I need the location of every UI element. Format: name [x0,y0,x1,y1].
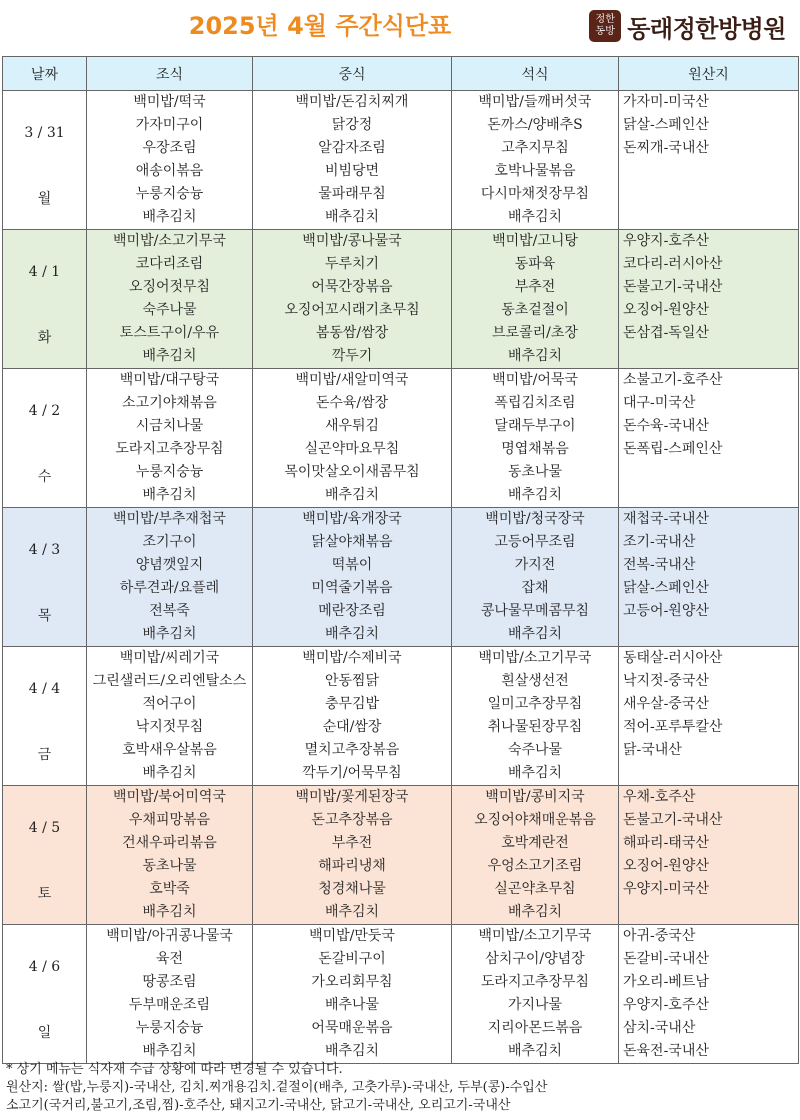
day-row [3,230,799,369]
day-weekday: 토 [37,886,52,902]
menu-item: 백미밥/어묵국 [492,372,578,388]
menu-item: 전복죽 [149,603,190,619]
menu-item: 배추김치 [324,209,380,225]
menu-item: 삼치구이/양념장 [485,951,585,967]
breakfast-list [87,508,252,646]
menu-item: 시금치나물 [135,418,204,434]
origin-item: 조기-국내산 [623,534,696,550]
menu-item: 배추김치 [324,904,380,920]
breakfast-cell [87,925,253,1064]
day-date: 4 / 4 [28,681,61,697]
menu-item: 닭강정 [331,117,373,133]
origin-item: 삼치-국내산 [623,1020,696,1036]
breakfast-cell [87,508,253,647]
lunch-cell [253,369,452,508]
day-cell [3,925,87,1064]
origin-item: 오징어-원양산 [623,302,709,318]
menu-item: 그린샐러드/오리엔탈소스 [92,673,247,689]
lunch-list [253,369,451,507]
menu-item: 부추전 [514,279,556,295]
menu-item: 깍두기 [331,348,373,364]
origin-item: 대구-미국산 [623,395,696,411]
menu-item: 배추김치 [142,904,197,920]
menu-item: 배추김치 [507,765,563,781]
menu-item: 가자미구이 [135,117,204,133]
menu-item: 하루견과/요플레 [119,580,220,596]
breakfast-list [87,369,252,507]
origin-item: 우양지-호주산 [623,997,709,1013]
day-weekday: 화 [37,330,52,346]
menu-item: 백미밥/콩나물국 [302,233,402,249]
origin-item: 돈불고기-국내산 [623,279,723,295]
menu-item: 충무김밥 [324,696,380,712]
origin-item: 낙지젓-중국산 [623,673,709,689]
day-cell [3,508,87,647]
menu-item: 낙지젓무침 [135,719,204,735]
menu-item: 달래두부구이 [494,418,576,434]
menu-item: 우엉소고기조림 [487,858,583,874]
menu-item: 적어구이 [142,696,197,712]
menu-item: 백미밥/소고기무국 [478,650,592,666]
lunch-list [253,925,451,1063]
menu-item: 해파리냉채 [318,858,386,874]
lunch-cell [253,91,452,230]
dinner-cell [452,925,619,1064]
menu-item: 메란장조림 [318,603,386,619]
menu-item: 배추김치 [142,487,197,503]
menu-item: 백미밥/육개장국 [302,511,402,527]
day-cell [3,369,87,508]
menu-item: 백미밥/소고기무국 [478,928,592,944]
origin-list [619,647,798,762]
day-date: 4 / 3 [28,542,61,558]
origin-item: 새우살-중국산 [623,696,709,712]
menu-item: 우채피망볶음 [128,812,211,828]
menu-item: 백미밥/만둣국 [309,928,395,944]
menu-item: 백미밥/고니탕 [492,233,578,249]
menu-item: 배추김치 [324,1043,380,1059]
menu-item: 부추전 [331,835,373,851]
menu-item: 실곤약마요무침 [304,441,400,457]
menu-item: 동초겉절이 [501,302,569,318]
menu-item: 가오리회무침 [311,974,393,990]
menu-item: 백미밥/콩비지국 [485,789,585,805]
menu-item: 호박죽 [149,881,190,897]
breakfast-cell [87,647,253,786]
origin-list [619,91,798,160]
origin-item: 동태살-러시아산 [623,650,723,666]
menu-item: 브로콜리/초장 [492,325,578,341]
menu-item: 백미밥/수제비국 [302,650,402,666]
lunch-cell [253,786,452,925]
menu-item: 취나물된장무침 [487,719,583,735]
day-cell [3,786,87,925]
menu-item: 두부매운조림 [128,997,211,1013]
menu-item: 배추김치 [507,1043,563,1059]
menu-item: 우장조림 [142,140,197,156]
dinner-list [452,369,618,507]
menu-item: 새우튀김 [324,418,380,434]
day-date: 3 / 31 [24,125,65,141]
dinner-list [452,508,618,646]
menu-item: 숙주나물 [142,302,197,318]
menu-item: 돈고추장볶음 [311,812,393,828]
lunch-list [253,230,451,368]
dinner-list [452,91,618,229]
menu-item: 호박나물볶음 [494,163,576,179]
lunch-cell [253,647,452,786]
day-weekday: 일 [37,1025,52,1041]
menu-item: 백미밥/떡국 [133,94,206,110]
menu-item: 백미밥/부추재첩국 [113,511,226,527]
lunch-list [253,786,451,924]
lunch-cell [253,230,452,369]
menu-item: 육전 [155,951,184,967]
hospital-name: 동래정한방병원 [627,14,786,43]
dinner-cell [452,786,619,925]
menu-item: 일미고추장무침 [487,696,583,712]
day-row [3,369,799,508]
menu-item: 잡채 [521,580,549,596]
breakfast-cell [87,369,253,508]
header-origin: 원산지 [619,57,799,91]
menu-item: 백미밥/아귀콩나물국 [106,928,233,944]
menu-item: 백미밥/북어미역국 [113,789,226,805]
menu-item: 닭살야채볶음 [311,534,393,550]
day-date: 4 / 6 [28,959,61,975]
menu-item: 소고기야채볶음 [122,395,217,411]
menu-item: 배추김치 [142,1043,197,1059]
menu-item: 오징어꼬시래기초무침 [284,302,420,318]
origin-item: 재첩국-국내산 [623,511,709,527]
menu-item: 멸치고추장볶음 [304,742,400,758]
menu-item: 배추김치 [324,487,380,503]
weekly-menu-table [2,56,799,1064]
origin-item: 소불고기-호주산 [623,372,723,388]
menu-item: 명엽채볶음 [501,441,569,457]
menu-item: 목이맛살오이새콤무침 [284,464,420,480]
dinner-list [452,230,618,368]
origin-item: 아귀-중국산 [623,928,696,944]
dinner-cell [452,508,619,647]
breakfast-cell [87,786,253,925]
menu-item: 배추김치 [507,348,563,364]
origin-list [619,786,798,901]
origin-item: 돈불고기-국내산 [623,812,723,828]
menu-item: 조기구이 [142,534,197,550]
menu-item: 고추지무침 [501,140,569,156]
page-title: 2025년 4월 주간식단표 [188,12,452,40]
origin-item: 가자미-미국산 [623,94,709,110]
menu-item: 돈수육/쌈장 [315,395,389,411]
menu-item: 오징어야채매운볶음 [474,812,596,828]
menu-item: 배추김치 [507,209,563,225]
menu-item: 콩나물무메콤무침 [480,603,590,619]
menu-item: 청경채나물 [318,881,386,897]
menu-item: 돈갈비구이 [318,951,386,967]
menu-item: 백미밥/씨레기국 [119,650,220,666]
hospital-logo [589,8,786,44]
menu-item: 돈까스/양배추S [487,117,583,133]
menu-item: 배추김치 [507,904,563,920]
menu-item: 폭립김치조림 [494,395,576,411]
dinner-cell [452,230,619,369]
day-row [3,647,799,786]
menu-item: 고등어무조림 [494,534,576,550]
day-date: 4 / 2 [28,403,61,419]
menu-item: 물파래무침 [318,186,386,202]
menu-item: 누룽지숭늉 [135,464,204,480]
note-line: 소고기(국거리,불고기,조림,찜)-호주산, 돼지고기-국내산, 닭고기-국내산, 오리고기-국내산 [6,1098,511,1113]
menu-item: 떡볶이 [331,557,373,573]
menu-item: 가지나물 [507,997,563,1013]
menu-item: 비빔당면 [324,163,380,179]
menu-item: 순대/쌈장 [322,719,382,735]
menu-item: 알감자조림 [318,140,386,156]
note-line: * 상기 메뉴는 식자재 수급 상황에 따라 변경될 수 있습니다. [6,1062,343,1077]
menu-item: 깍두기/어묵무침 [302,765,402,781]
day-weekday: 월 [37,191,52,207]
menu-item: 애송이볶음 [135,163,204,179]
dinner-cell [452,647,619,786]
origin-item: 고등어-원양산 [623,603,709,619]
menu-item: 봄동쌈/쌈장 [315,325,389,341]
origin-item: 전복-국내산 [623,557,696,573]
origin-list [619,508,798,623]
day-date: 4 / 5 [28,820,61,836]
day-row [3,91,799,230]
origin-cell [619,230,799,369]
menu-item: 실곤약초무침 [494,881,576,897]
origin-item: 돈갈비-국내산 [623,951,709,967]
menu-item: 땅콩조림 [142,974,197,990]
lunch-cell [253,925,452,1064]
hospital-seal-icon: 정한 동방 [589,10,621,42]
breakfast-cell [87,91,253,230]
menu-item: 백미밥/새알미역국 [295,372,409,388]
lunch-list [253,647,451,785]
origin-list [619,369,798,461]
origin-item: 우양지-미국산 [623,881,709,897]
day-cell [3,91,87,230]
menu-item: 동초나물 [142,858,197,874]
dinner-cell [452,369,619,508]
menu-item: 흰살생선전 [501,673,569,689]
origin-item: 돈수육-국내산 [623,418,709,434]
header-lunch: 중식 [253,57,452,91]
header-dinner: 석식 [452,57,619,91]
dinner-list [452,647,618,785]
menu-item: 배추김치 [507,487,563,503]
origin-item: 적어-포루투칼산 [623,719,723,735]
origin-item: 돈찌개-국내산 [623,140,709,156]
origin-item: 닭살-스페인산 [623,580,709,596]
lunch-list [253,91,451,229]
origin-cell [619,91,799,230]
dinner-list [452,786,618,924]
menu-item: 어묵매운볶음 [311,1020,393,1036]
dinner-list [452,925,618,1063]
lunch-cell [253,508,452,647]
day-weekday: 금 [37,747,52,763]
origin-item: 가오리-베트남 [623,974,709,990]
origin-item: 돈폭립-스페인산 [623,441,723,457]
menu-item: 오징어젓무침 [128,279,211,295]
origin-item: 해파리-태국산 [623,835,709,851]
day-row [3,786,799,925]
origin-cell [619,647,799,786]
menu-item: 백미밥/소고기무국 [113,233,226,249]
menu-item: 배추나물 [324,997,380,1013]
menu-item: 지리아몬드볶음 [487,1020,583,1036]
day-row [3,925,799,1064]
menu-item: 도라지고추장무침 [115,441,224,457]
menu-item: 숙주나물 [507,742,563,758]
origin-cell [619,369,799,508]
breakfast-list [87,647,252,785]
origin-item: 돈삼겹-독일산 [623,325,709,341]
menu-item: 양념깻잎지 [135,557,204,573]
menu-item: 백미밥/꽃게된장국 [295,789,409,805]
breakfast-list [87,230,252,368]
menu-item: 미역줄기볶음 [311,580,393,596]
header-date: 날짜 [3,57,87,91]
notes [6,1061,796,1115]
menu-item: 백미밥/돈김치찌개 [295,94,409,110]
menu-item: 배추김치 [507,626,563,642]
menu-item: 다시마채젓장무침 [480,186,590,202]
menu-item: 백미밥/들깨버섯국 [478,94,592,110]
breakfast-list [87,925,252,1063]
menu-item: 백미밥/청국장국 [485,511,585,527]
menu-item: 누룽지숭늉 [135,1020,204,1036]
day-cell [3,230,87,369]
origin-item: 닭살-스페인산 [623,117,709,133]
note-line: 원산지: 쌀(밥,누룽지)-국내산, 김치.찌개용김치.겉절이(배추, 고춧가루)-국내산, 두부(콩)-수입산 [6,1080,548,1095]
origin-item: 코다리-러시아산 [623,256,723,272]
menu-item: 호박새우살볶음 [122,742,217,758]
menu-item: 배추김치 [142,348,197,364]
origin-cell [619,925,799,1064]
menu-item: 두루치기 [324,256,380,272]
dinner-cell [452,91,619,230]
menu-item: 배추김치 [142,765,197,781]
menu-item: 누룽지숭늉 [135,186,204,202]
lunch-list [253,508,451,646]
origin-item: 우양지-호주산 [623,233,709,249]
origin-item: 돈육전-국내산 [623,1043,709,1059]
day-weekday: 목 [37,608,52,624]
menu-item: 동초나물 [507,464,563,480]
menu-item: 어묵간장볶음 [311,279,393,295]
origin-cell [619,786,799,925]
origin-item: 오징어-원양산 [623,858,709,874]
menu-item: 토스트구이/우유 [119,325,220,341]
menu-item: 배추김치 [142,209,197,225]
origin-list [619,925,798,1063]
breakfast-list [87,91,252,229]
menu-item: 배추김치 [142,626,197,642]
origin-list [619,230,798,345]
menu-item: 코다리조림 [135,256,204,272]
menu-item: 가지전 [514,557,556,573]
breakfast-cell [87,230,253,369]
menu-item: 도라지고추장무침 [480,974,590,990]
origin-item: 우채-호주산 [623,789,696,805]
menu-item: 백미밥/대구탕국 [119,372,220,388]
menu-item: 배추김치 [324,626,380,642]
menu-item: 호박계란전 [501,835,569,851]
day-cell [3,647,87,786]
header-row [3,57,799,91]
menu-item: 동파육 [514,256,556,272]
header-breakfast: 조식 [87,57,253,91]
day-date: 4 / 1 [28,264,61,280]
day-row [3,508,799,647]
breakfast-list [87,786,252,924]
menu-item: 안동찜닭 [324,673,380,689]
menu-item: 건새우파리볶음 [122,835,217,851]
origin-cell [619,508,799,647]
day-weekday: 수 [37,469,52,485]
origin-item: 닭-국내산 [623,742,682,758]
